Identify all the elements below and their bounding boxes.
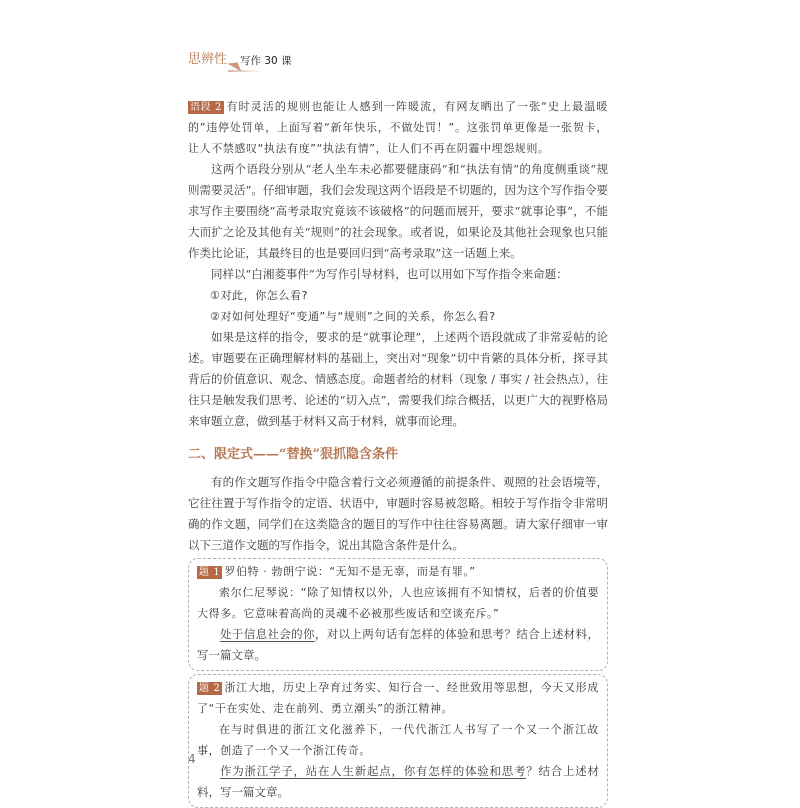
section-intro: 有的作文题写作指令中隐含着行文必须遵循的前提条件、观照的社会语境等，它往往置于写作指令的定语、状语中，审题时容易被忽略。相较于写作指令非常明确的作文题，同学们在这类隐含的题目的写作中往往容易离题。请大家仔细审一审以下三道作文题的写作指令，说出其隐含条件是什么。 — [188, 475, 608, 552]
section-heading: 二、限定式——“替换”狠抓隐含条件 — [188, 447, 398, 462]
excerpt-tag: 语段 2 — [190, 102, 222, 113]
question-text: 罗伯特 · 勃朗宁说：“无知不是无辜，而是有罪。” — [224, 565, 476, 578]
question-tag: 题 2 — [199, 683, 221, 694]
book-series-title: 写作 30 课 — [240, 55, 292, 67]
instruction-text: ？结合上述材料，写一篇文章。 — [197, 764, 599, 799]
prompt-item: ②对如何处理好“变通”与“规则”之间的关系，你怎么看? — [210, 310, 496, 323]
question-text: 浙江大地，历史上孕育过务实、知行合一、经世致用等思想，今天又形成了“干在实处、走在前列、勇立潮头”的浙江精神。 — [197, 681, 599, 715]
question-line: 在与时俱进的浙江文化滋养下，一代代浙江人书写了一个又一个浙江故事，创造了一个又一个浙江传奇。 — [197, 723, 599, 757]
question-tag: 题 1 — [199, 567, 221, 578]
question-box-1 — [188, 558, 608, 671]
question-line — [197, 561, 599, 582]
instruction-text: ，对以上两句话有怎样的体验和思考？结合上述材料，写一篇文章。 — [197, 627, 600, 662]
question-line — [197, 677, 599, 719]
excerpt-2 — [188, 96, 608, 159]
prompt-item: ①对此，你怎么看? — [210, 289, 309, 302]
body-paragraph: 如果是这样的指令，要求的是“就事论理”，上述两个语段就成了非常妥帖的论述。审题要在正确理解材料的基础上，突出对“现象”切中肯綮的具体分析，探寻其背后的价值意识、观念、情感态度。命题者给的材料（现象 / 事实 / 社会热点），往往只是触发我们思考、论述的“切入点”，需要我们综合概括，以更广大的视野格局来审题立意，做到基于材料又高于材料，就事而论理。 — [188, 330, 608, 428]
question-box-2 — [188, 674, 608, 808]
underlined-condition: 作为浙江学子，站在人生新起点，你有怎样的体验和思考 — [220, 764, 527, 778]
page-content — [188, 96, 608, 808]
underlined-condition: 处于信息社会的你 — [220, 627, 315, 641]
body-paragraph: 这两个语段分别从“老人坐车未必都要健康码”和“执法有情”的角度侧重谈“规则需要灵活”。仔细审题，我们会发现这两个语段是不切题的，因为这个写作指令要求写作主要围绕“高考录取究竟该不该破格”的问题而展开，要求“就事论事”，不能大而扩之论及其他有关“规则”的社会现象。或者说，如果论及其他社会现象也只能作类比论证，其最终目的也是要回归到“高考录取”这一话题上来。 — [188, 162, 608, 260]
book-page — [188, 0, 608, 800]
body-paragraph: 同样以“白湘菱事件”为写作引导材料，也可以用如下写作指令来命题： — [211, 267, 568, 281]
question-instruction — [197, 624, 599, 666]
pen-stroke-decoration — [228, 70, 262, 72]
question-instruction — [197, 761, 599, 803]
excerpt-text: 有时灵活的规则也能让人感到一阵暖流，有网友晒出了一张“史上最温暖的”违停处罚单，上面写着“新年快乐，不做处罚！”。这张罚单更像是一张贺卡，让人不禁感叹“执法有度”“执法有情”，让人们不再在阴霾中埋怨规则。 — [188, 100, 608, 155]
running-header — [188, 48, 388, 78]
book-brand: 思辨性 — [188, 52, 228, 67]
page-number: 4 — [188, 752, 196, 766]
question-line: 索尔仁尼琴说：“除了知情权以外，人也应该拥有不知情权，后者的价值要大得多。它意味着高尚的灵魂不必被那些废话和空谈充斥。” — [197, 586, 599, 620]
